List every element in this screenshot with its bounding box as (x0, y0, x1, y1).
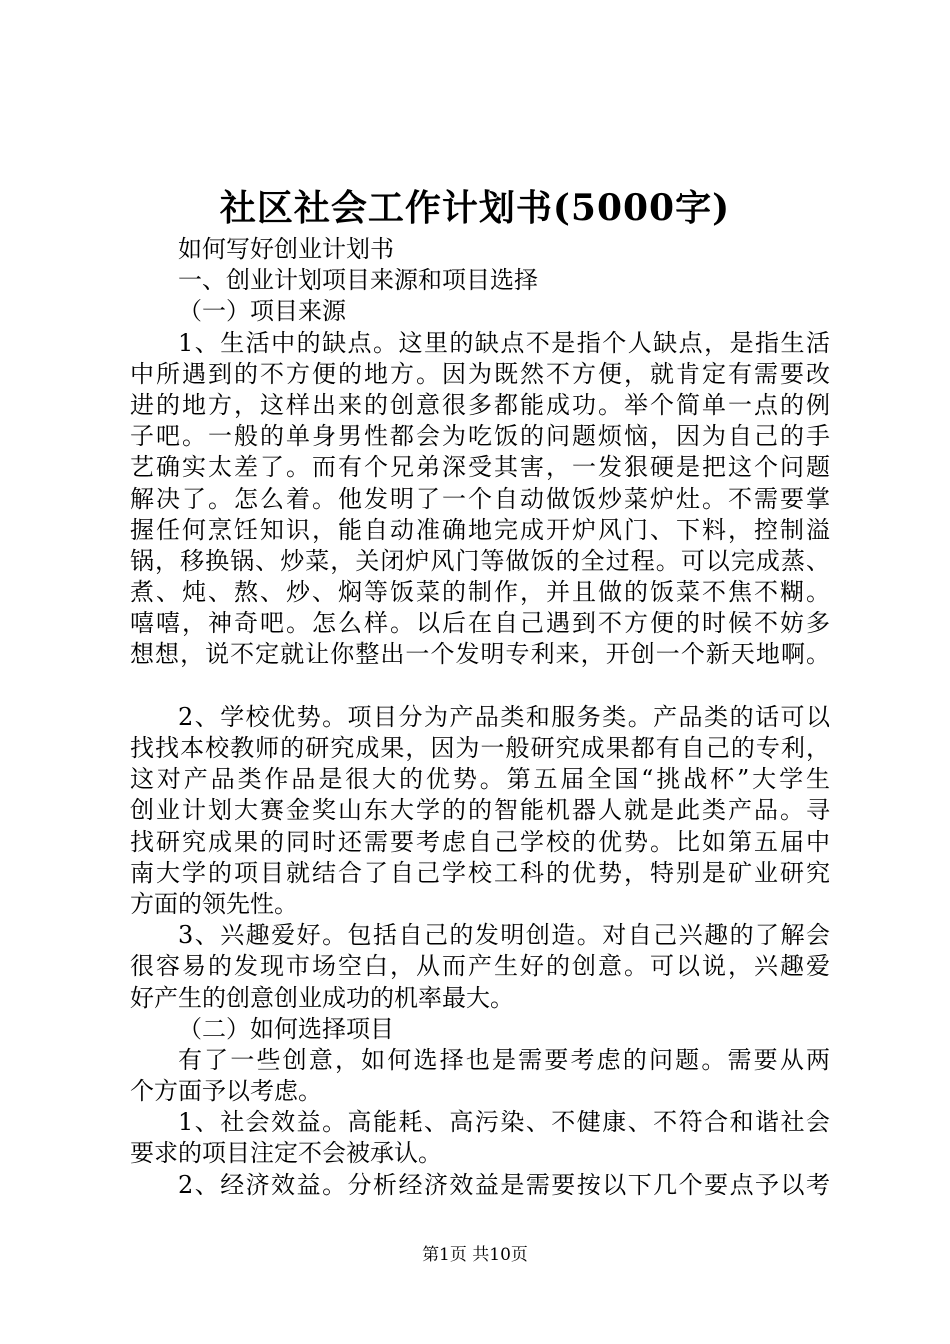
blank-line (130, 671, 830, 702)
paragraph-line: 这对产品类作品是很大的优势。第五届全国“挑战杯”大学生 (130, 765, 830, 794)
paragraph-line: 南大学的项目就结合了自己学校工科的优势，特别是矿业研究 (130, 858, 830, 887)
paragraph-line: 解决了。怎么着。他发明了一个自动做饭炒菜炉灶。不需要掌 (130, 484, 830, 513)
paragraph-line: 要求的项目注定不会被承认。 (130, 1139, 442, 1168)
paragraph-line: 1、社会效益。高能耗、高污染、不健康、不符合和谐社会 (178, 1108, 830, 1137)
paragraph-line: 如何写好创业计划书 (178, 235, 394, 263)
paragraph-line: 找找本校教师的研究成果，因为一般研究成果都有自己的专利， (130, 734, 830, 762)
paragraph-line: 握任何烹饪知识，能自动准确地完成开炉风门、下料，控制溢 (130, 515, 830, 544)
paragraph-line: 1、生活中的缺点。这里的缺点不是指个人缺点，是指生活 (178, 328, 830, 357)
paragraph-line: 进的地方，这样出来的创意很多都能成功。举个简单一点的例 (130, 390, 830, 419)
paragraph-line: （二）如何选择项目 (178, 1014, 394, 1043)
paragraph-line: 艺确实太差了。而有个兄弟深受其害，一发狠硬是把这个问题 (130, 453, 830, 482)
paragraph-line: 嘻嘻，神奇吧。怎么样。以后在自己遇到不方便的时候不妨多 (130, 609, 830, 638)
paragraph-line: 一、创业计划项目来源和项目选择 (178, 266, 538, 295)
paragraph-line: 有了一些创意，如何选择也是需要考虑的问题。需要从两 (178, 1045, 830, 1074)
paragraph-line: 创业计划大赛金奖山东大学的的智能机器人就是此类产品。寻 (130, 796, 830, 825)
paragraph-line: 很容易的发现市场空白，从而产生好的创意。可以说，兴趣爱 (130, 952, 830, 981)
paragraph-line: 子吧。一般的单身男性都会为吃饭的问题烦恼，因为自己的手 (130, 422, 830, 451)
paragraph-line: 个方面予以考虑。 (130, 1077, 322, 1106)
paragraph-line: 煮、炖、熬、炒、焖等饭菜的制作，并且做的饭菜不焦不糊。 (130, 578, 830, 607)
paragraph-line: （一）项目来源 (178, 297, 346, 326)
paragraph-line: 3、兴趣爱好。包括自己的发明创造。对自己兴趣的了解会 (178, 921, 830, 950)
paragraph-line: 2、经济效益。分析经济效益是需要按以下几个要点予以考 (178, 1170, 830, 1199)
paragraph-line: 方面的领先性。 (130, 889, 298, 918)
paragraph-line: 好产生的创意创业成功的机率最大。 (130, 983, 514, 1012)
paragraph-line: 锅，移换锅、炒菜，关闭炉风门等做饭的全过程。可以完成蒸、 (130, 546, 830, 575)
paragraph-line: 找研究成果的同时还需要考虑自己学校的优势。比如第五届中 (130, 827, 830, 856)
document-body (130, 234, 830, 1201)
paragraph-line: 中所遇到的不方便的地方。因为既然不方便，就肯定有需要改 (130, 359, 830, 388)
document-title: 社区社会工作计划书(5000字) (219, 187, 731, 229)
paragraph-line: 2、学校优势。项目分为产品类和服务类。产品类的话可以 (178, 702, 830, 731)
page-footer: 第1页 共10页 (422, 1245, 528, 1265)
paragraph-line: 想想，说不定就让你整出一个发明专利来，开创一个新天地啊。 (130, 640, 830, 669)
